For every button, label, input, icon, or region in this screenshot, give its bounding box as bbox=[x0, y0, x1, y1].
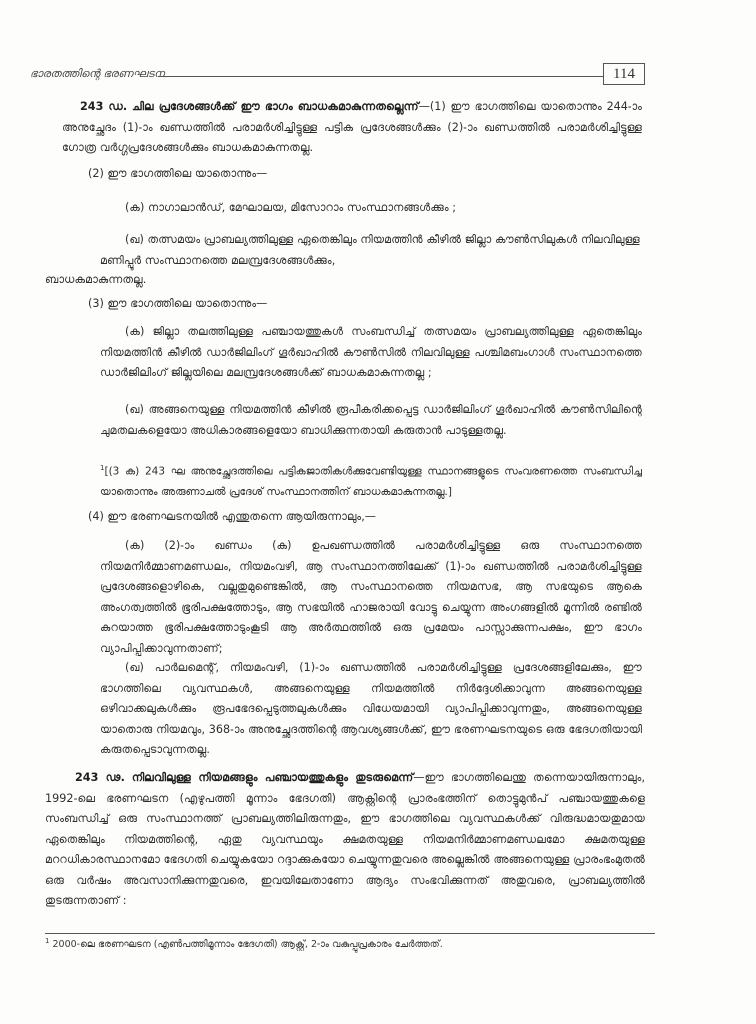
clause-3-ka: (ക) ജില്ലാ തലത്തിലുള്ള പഞ്ചായത്തുകൾ സംബന്ധിച്ച് തത്സമയം പ്രാബല്യത്തിലുള്ള ഏതെങ്കിലും നിയമത്തിൻ കീഴിൽ ഡാർജിലിംഗ് ഗൂർഖാഹിൽ കൗൺസിൽ നിലവിലുള്ള പശ്ചിമബംഗാൾ സംസ്ഥാനത്തെ ഡാർജിലിംഗ് ജില്ലയിലെ മലമ്പ്രദേശങ്ങൾക്ക് ബാധകമാകുന്നതല്ല ; bbox=[100, 325, 642, 379]
page-number: 114 bbox=[603, 63, 645, 85]
clause-3: (3) ഈ ഭാഗത്തിലെ യാതൊന്നും— bbox=[88, 297, 268, 310]
article-243m-clause-1 bbox=[62, 97, 642, 159]
clause-text: —(1) ഈ ഭാഗത്തിലെ യാതൊന്നും 244-ാം അനുച്ഛേദം (1)-ാം ഖണ്ഡത്തിൽ പരാമർശിച്ചിട്ടുള്ള പട്ടിക പ്രദേശങ്ങൾക്കും (2)-ാം ഖണ്ഡത്തിൽ പരാമർശിച്ചിട്ടുള്ള ഗോത്ര വർഗ്ഗപ്രദേശങ്ങൾക്കും ബാധകമാകുന്നതല്ല. bbox=[62, 100, 642, 154]
clause-text: [(3 ക) 243 ഘ അനുച്ഛേദത്തിലെ പട്ടികജാതികൾക്കുവേണ്ടിയുള്ള സ്ഥാനങ്ങളുടെ സംവരണത്തെ സംബന്ധിച്ച യാതൊന്നും അരുണാചൽ പ്രദേശ് സംസ്ഥാനത്തിന് ബാധകമാകുന്നതല്ല.] bbox=[100, 465, 642, 498]
clause-2-kha: (ഖ) തത്സമയം പ്രാബല്യത്തിലുള്ള ഏതെങ്കിലും നിയമത്തിൻ കീഴിൽ ജില്ലാ കൗൺസിലുകൾ നിലവിലുള്ള മണിപ്പൂർ സംസ്ഥാനത്തെ മലമ്പ്രദേശങ്ങൾക്കും, bbox=[100, 233, 640, 267]
header-rule bbox=[158, 76, 603, 77]
book-title: ഭാരതത്തിന്റെ ഭരണഘടന bbox=[30, 67, 165, 80]
clause-2-end: ബാധകമാകുന്നതല്ല. bbox=[45, 273, 147, 286]
footnote-mark: 1 bbox=[45, 937, 50, 945]
footnote-rule bbox=[45, 933, 655, 934]
running-header bbox=[30, 63, 645, 85]
article-number: 243 ഡ. bbox=[80, 100, 128, 113]
article-text: —ഈ ഭാഗത്തിലെന്തു തന്നെയായിരുന്നാലും, 1992-ലെ ഭരണഘടന (എഴുപത്തി മൂന്നാം ഭേദഗതി) ആക്റ്റിന്റെ പ്രാരംഭത്തിന് തൊട്ടുമുൻപ് പഞ്ചായത്തുകളെ സംബന്ധിച്ച് ഒരു സംസ്ഥാനത്ത് പ്രാബല്യത്തിലിരുന്നതും, ഈ ഭാഗത്തിലെ വ്യവസ്ഥകൾക്ക് വിരുദ്ധമായതുമായ ഏതെങ്കിലും നിയമത്തിന്റെ, ഏതു വ്യവസ്ഥയും ക്ഷമതയുള്ള നിയമനിർമ്മാണമണ്ഡലമോ ക്ഷമതയുള്ള മററധികാരസ്ഥാനമോ ഭേദഗതി ചെയ്യുകയോ റദ്ദാക്കുകയോ ചെയ്യുന്നതുവരെ അല്ലെങ്കിൽ അങ്ങനെയുള്ള പ്രാരംഭംമുതൽ ഒരു വർഷം അവസാനിക്കുന്നതുവരെ, ഇവയിലേതാണോ ആദ്യം സംഭവിക്കുന്നത് അതുവരെ, പ്രാബല്യത്തിൽ തുടരുന്നതാണ് : bbox=[45, 771, 646, 907]
clause-4-ka: (ക) (2)-ാം ഖണ്ഡം (ക) ഉപഖണ്ഡത്തിൽ പരാമർശിച്ചിട്ടുള്ള ഒരു സംസ്ഥാനത്തെ നിയമനിർമ്മാണമണ്ഡലം, നിയമംവഴി, ആ സംസ്ഥാനത്തിലേക്ക് (1)-ാം ഖണ്ഡത്തിൽ പരാമർശിച്ചിട്ടുള്ള പ്രദേശങ്ങളൊഴികെ, വല്ലതുമുണ്ടെങ്കിൽ, ആ സംസ്ഥാനത്തെ നിയമസഭ, ആ സഭയുടെ ആകെ അംഗത്വത്തിൽ ഭൂരിപക്ഷത്തോടും, ആ സഭയിൽ ഹാജരായി വോട്ടു ചെയ്യുന്ന അംഗങ്ങളിൽ മൂന്നിൽ രണ്ടിൽ കുറയാത്ത ഭൂരിപക്ഷത്തോടുംകൂടി ആ അർത്ഥത്തിൽ ഒരു പ്രമേയം പാസ്സാക്കുന്നപക്ഷം, ഈ ഭാഗം വ്യാപിപ്പിക്കാവുന്നതാണ്; bbox=[100, 539, 642, 655]
footnote-text: 2000-ലെ ഭരണഘടന (എൺപത്തിമൂന്നാം ഭേദഗതി) ആക്റ്റ്, 2-ാം വകുപ്പുപ്രകാരം ചേർത്തത്. bbox=[52, 939, 443, 951]
clause-3-kha: (ഖ) അങ്ങനെയുള്ള നിയമത്തിൻ കീഴിൽ രൂപീകരിക്കപ്പെട്ട ഡാർജിലിംഗ് ഗൂർഖാഹിൽ കൗൺസിലിന്റെ ചുമതലകളെയോ അധികാരങ്ങളെയോ ബാധിക്കുന്നതായി കരുതാൻ പാടുള്ളതല്ല. bbox=[100, 403, 642, 437]
clause-2: (2) ഈ ഭാഗത്തിലെ യാതൊന്നും— bbox=[88, 167, 268, 180]
clause-3-ka-inserted bbox=[100, 458, 642, 503]
footnote bbox=[45, 937, 443, 950]
clause-4: (4) ഈ ഭരണഘടനയിൽ എന്തുതന്നെ ആയിരുന്നാലും,— bbox=[88, 510, 376, 523]
article-heading: ചില പ്രദേശങ്ങൾക്ക് ഈ ഭാഗം ബാധകമാകുന്നതല്ലെന്ന് bbox=[131, 100, 419, 113]
clause-2-ka: (ക) നാഗാലാൻഡ്, മേഘാലയ, മിസോറാം സംസ്ഥാനങ്ങൾക്കും ; bbox=[125, 201, 456, 214]
clause-4-kha: (ഖ) പാർലമെന്റ്, നിയമംവഴി, (1)-ാം ഖണ്ഡത്തിൽ പരാമർശിച്ചിട്ടുള്ള പ്രദേശങ്ങളിലേക്കും, ഈ ഭാഗത്തിലെ വ്യവസ്ഥകൾ, അങ്ങനെയുള്ള നിയമത്തിൽ നിർദ്ദേശിക്കാവുന്ന അങ്ങനെയുള്ള ഒഴിവാക്കലുകൾക്കും രൂപഭേദപ്പെടുത്തലുകൾക്കും വിധേയമായി വ്യാപിപ്പിക്കാവുന്നതും, അങ്ങനെയുള്ള യാതൊരു നിയമവും, 368-ാം അനുച്ഛേദത്തിന്റെ ആവശ്യങ്ങൾക്ക്, ഈ ഭരണഘടനയുടെ ഒരു ഭേദഗതിയായി കരുതപ്പെടാവുന്നതല്ല. bbox=[100, 661, 642, 756]
article-243n bbox=[45, 768, 645, 912]
footnote-ref: 1 bbox=[100, 464, 105, 472]
article-heading: നിലവിലുള്ള നിയമങ്ങളും പഞ്ചായത്തുകളും തുടരുമെന്ന് bbox=[131, 771, 414, 784]
article-number: 243 ഢ. bbox=[75, 771, 125, 784]
